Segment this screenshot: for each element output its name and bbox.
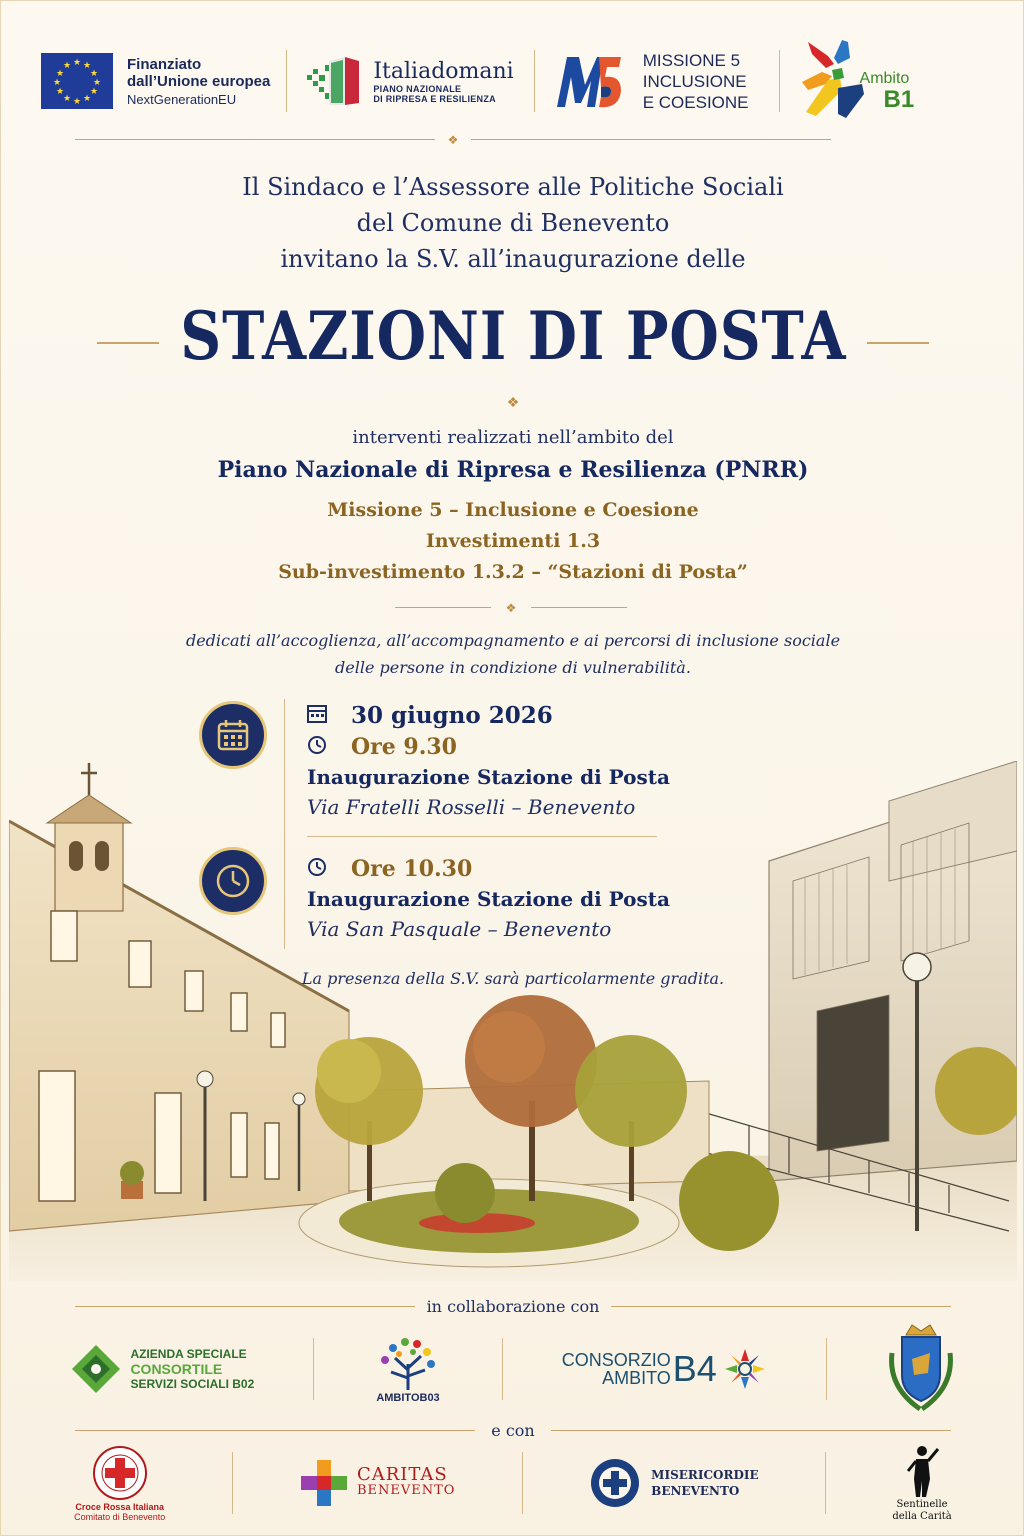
small-calendar-icon [307,703,327,728]
italiadomani-mark-icon [305,53,361,109]
description [1,627,1024,681]
event-1-title: Inaugurazione Stazione di Posta [307,765,670,789]
description-line1: dedicati all’accoglienza, all’accompagnamento e ai percorsi di inclusione sociale [185,631,841,650]
misericordie-line2: BENEVENTO [651,1484,740,1498]
ambito-code: B1 [883,86,915,113]
invite-line2: del Comune di Benevento [356,209,670,237]
italiadomani-name: Italiadomani [373,58,514,84]
eu-line3: NextGenerationEU [127,91,237,107]
program-investimenti: Investimenti 1.3 [425,530,601,552]
consorzio-b4-logo [562,1347,767,1391]
caritas-line1: CARITAS [356,1464,448,1485]
header-divider: ❖ [75,133,831,145]
eu-line2: dall’Unione europea [127,72,271,90]
sentinel-figure-icon [902,1443,942,1499]
program-missione: Missione 5 – Inclusione e Coesione [327,499,699,521]
also-label: e con [491,1421,535,1440]
program-divider: ❖ [395,601,627,613]
collab-label: in collaborazione con [426,1297,600,1316]
italiadomani-logo [305,41,513,121]
presence-note: La presenza della S.V. sarà particolarmente gradita. [301,969,725,988]
misericordie-logo [589,1457,758,1509]
program-pnrr: Piano Nazionale di Ripresa e Resilienza (PNRR) [217,457,809,483]
program-lead: interventi realizzati nell’ambito del [352,427,674,448]
event-1-time: Ore 9.30 [351,734,457,760]
event-1 [307,699,670,819]
eu-logo [41,41,270,121]
eu-flag-icon: ★ ★ ★ ★ ★ ★ ★ ★ ★ ★ ★ ★ [41,53,113,109]
comune-benevento-crest [886,1323,956,1415]
description-line2: delle persone in condizione di vulnerabilità. [335,658,691,677]
title-rule-right [867,342,929,344]
eu-line1: Finanziato [127,55,202,73]
sun-icon [723,1347,767,1391]
sentinelle-logo [892,1443,951,1523]
invite-line1: Il Sindaco e l’Assessore alle Politiche Sociali [242,173,784,201]
events-divider [284,699,285,949]
consorzio-line1: CONSORZIO [561,1350,671,1370]
invite-line3: invitano la S.V. all’inaugurazione delle [280,245,746,273]
event-2-title: Inaugurazione Stazione di Posta [307,887,670,911]
invite-text [1,169,1024,277]
consorzio-line2: AMBITO [602,1368,671,1388]
ambito-b1-logo [798,41,928,121]
missione5-logo [553,41,749,121]
ambito03-label: AMBITOB03 [376,1392,440,1404]
crest-icon [886,1323,956,1415]
misericordie-line1: MISERICORDIE [651,1468,759,1482]
event-1-location: Via Fratelli Rosselli – Benevento [307,795,636,819]
also-logos [41,1441,985,1525]
cri-line1: Croce Rossa Italiana [75,1502,164,1512]
puzzle-icon [70,1343,122,1395]
calendar-icon [199,701,267,769]
azienda-line3: SERVIZI SOCIALI B02 [130,1376,255,1391]
small-clock-icon [307,735,327,760]
consorzio-code: B4 [672,1348,717,1389]
event-2-time: Ore 10.30 [351,856,473,882]
event-1-date: 30 giugno 2026 [351,701,553,729]
program-subinvestimento: Sub-investimento 1.3.2 – “Stazioni di Posta” [278,561,748,583]
missione-line2: INCLUSIONE [642,71,747,91]
m5-mark-icon [553,51,625,111]
ambito-word: Ambito [859,70,910,87]
header-logos [41,31,985,131]
ambito-b03-logo [373,1334,443,1404]
azienda-line1: AZIENDA SPECIALE [130,1346,247,1361]
caritas-line2: BENEVENTO [356,1483,456,1498]
event-2 [307,853,670,941]
caritas-cross-icon [299,1458,349,1508]
sentinelle-line1: Sentinelle [896,1499,948,1510]
missione-line1: MISSIONE 5 [642,50,741,70]
ornament-icon: ❖ [506,395,520,411]
tree-icon [373,1334,443,1392]
sentinelle-line2: della Carità [892,1511,952,1522]
cri-line2: Comitato di Benevento [74,1512,166,1522]
azienda-line2: CONSORTILE [130,1360,223,1377]
small-clock-icon [307,857,327,882]
collab-rule-right [611,1306,951,1307]
courtyard-illustration [9,761,1017,1281]
collab-logos [41,1327,985,1411]
event-2-location: Via San Pasquale – Benevento [307,917,612,941]
events-separator [307,836,657,837]
clock-icon [199,847,267,915]
misericordie-emblem-icon [589,1457,641,1509]
red-cross-icon [91,1444,149,1502]
croce-rossa-logo [74,1444,165,1522]
also-rule-right [551,1430,951,1431]
page-title: STAZIONI DI POSTA [179,297,847,375]
italiadomani-sub1: PIANO NAZIONALE [373,83,462,94]
italiadomani-sub2: DI RIPRESA E RESILIENZA [373,93,496,104]
missione-line3: E COESIONE [642,92,749,112]
azienda-b02-logo [70,1343,254,1395]
caritas-logo [299,1458,456,1508]
